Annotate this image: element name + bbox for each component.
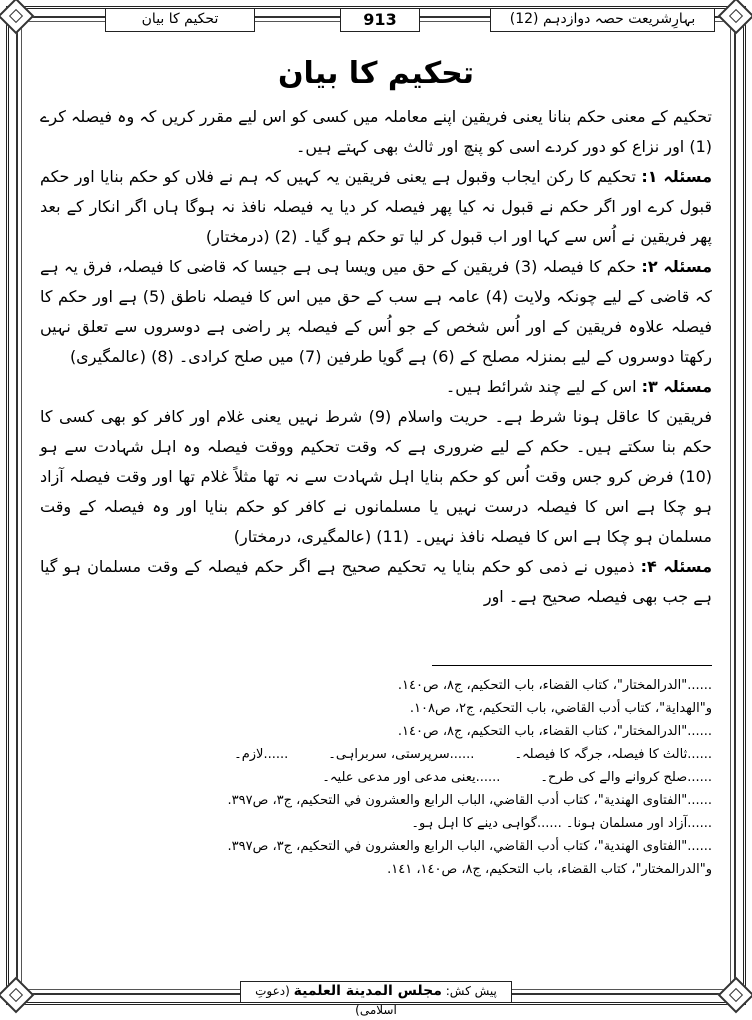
masala-paragraph [40, 552, 712, 612]
masala-marker: مسئلہ ۱: [641, 167, 712, 186]
footnote: ......لازم۔ [234, 747, 289, 762]
footnote: ......یعنی مدعی اور مدعی علیہ۔ [322, 770, 501, 785]
footnote: ......"الدرالمختار"، کتاب القضاء، باب التحکیم، ج۸، ص۱٤۰. [397, 724, 712, 739]
main-content [40, 44, 712, 612]
paragraph [40, 402, 712, 552]
footnote: ......"الفتاوى الهندية"، كتاب أدب القاضي، الباب الرابع والعشرون في التحكيم، ج۳، ص۳۹۷. [227, 839, 712, 854]
chapter-title-box: تحکیم کا بیان [105, 8, 255, 32]
masala-paragraph [40, 372, 712, 402]
footnote: و"الهداية"، کتاب أدب القاضي، باب التحکيم، ج۲، ص۱۰۸. [409, 701, 712, 716]
paragraph-text: تحکیم کے معنی حکم بنانا یعنی فریقین اپنے معاملہ میں کسی کو اس لیے مقرر کریں کہ وہ فیصلہ کرے (1) اور نزاع کو دور کردے اسی کو پنچ اور ثالث بھی کہتے ہیں۔ [40, 107, 712, 156]
page-title: تحکیم کا بیان [277, 56, 475, 91]
footnote-row [40, 743, 712, 766]
paragraph-text: تحکیم کا رکن ایجاب وقبول ہے یعنی فریقین یہ کہیں کہ ہم نے فلاں کو حکم بنایا اور حکم قبول کرے اور اگر حکم نے قبول نہ کیا پھر فیصلہ کر دیا یہ فیصلہ نافذ نہ ہوگا ہاں اگر انکار کے بعد پھر فریقین نے اُس سے کہا اور اب قبول کر لیا تو حکم ہو گیا۔ (2) (درمختار) [40, 167, 712, 246]
footnote: ......"الفتاوى الهندية"، كتاب أدب القاضي، الباب الرابع والعشرون في التحكيم، ج۳، ص۳۹۷. [227, 793, 712, 808]
book-title-box: بہارِشریعت حصہ دوازدہم (12) [490, 8, 715, 32]
footnote: ......سرپرستی، سربراہی۔ [328, 747, 475, 762]
footnote-row [40, 766, 712, 789]
footnotes [40, 674, 712, 881]
publisher-footer [240, 981, 512, 1017]
paragraph-text: ذمیوں نے ذمی کو حکم بنایا یہ تحکیم صحیح ہے اگر حکم فیصلہ کے وقت مسلمان ہو گیا ہے جب بھی فیصلہ صحیح ہے۔ اور [40, 557, 712, 606]
page-header [35, 8, 717, 32]
publisher-name: مجلس المدينة العلمية [293, 983, 442, 999]
footnote: ......ثالث کا فیصلہ، جرگہ کا فیصلہ۔ [514, 747, 712, 762]
footnote-separator [432, 665, 712, 666]
footnote: و"الدرالمختار"، کتاب القضاء، باب التحکیم، ج۸، ص۱٤۰، ۱٤۱. [387, 862, 712, 877]
footer-suffix: (دعوتِ اسلامی) [255, 984, 397, 1017]
paragraph-text: فریقین کا عاقل ہونا شرط ہے۔ حریت واسلام (9) شرط نہیں یعنی غلام اور کافر کو بھی کسی کا حکم بنا سکتے ہیں۔ حکم کے لیے ضروری ہے کہ وقت تحکیم ووقت فیصلہ وہ اہل شہادت سے ہو (10) فرض کرو جس وقت اُس کو حکم بنایا اہل شہادت سے نہ تھا مثلاً غلام تھا اور وقت فیصلہ آزاد ہو چکا ہے اس کا فیصلہ درست نہیں یا مسلمانوں نے کافر کو حکم بنایا اور وہ فیصلہ کے وقت مسلمان ہو چکا ہے اس کا فیصلہ نافذ نہیں۔ (11) (عالمگیری، درمختار) [40, 407, 713, 546]
masala-paragraph [40, 162, 712, 252]
page-number: 913 [340, 8, 420, 32]
masala-marker: مسئلہ ۲: [641, 257, 713, 276]
footnote: ......"الدرالمختار"، کتاب القضاء، باب التحکیم، ج۸، ص۱٤۰. [397, 678, 712, 693]
paragraph-text: حکم کا فیصلہ (3) فریقین کے حق میں ویسا ہی ہے جیسا کہ قاضی کا فیصلہ، فرق یہ ہے کہ قاضی کے لیے چونکہ ولایت (4) عامہ ہے سب کے حق میں اس کا فیصلہ ناطق (5) ہے اور حکم کا فیصلہ علاوہ فریقین کے اور اُس شخص کے جو اُس کے فیصلہ پر راضی ہے دوسروں سے تعلق نہیں رکھتا دوسروں کے لیے بمنزلہ مصلح کے (6) ہے گویا طرفین (7) میں صلح کرادی۔ (8) (عالمگیری) [40, 257, 712, 366]
masala-marker: مسئلہ ۴: [640, 557, 712, 576]
footer-prefix: پیش کش: [445, 984, 497, 998]
footnote: ......آزاد اور مسلمان ہونا۔ ......گواہی دینے کا اہل ہو۔ [411, 816, 712, 831]
masala-paragraph [40, 252, 712, 372]
masala-marker: مسئلہ ۳: [641, 377, 712, 396]
paragraph [40, 102, 712, 162]
footnote: ......صلح کروانے والے کی طرح۔ [540, 770, 712, 785]
paragraph-text: اس کے لیے چند شرائط ہیں۔ [445, 377, 637, 396]
